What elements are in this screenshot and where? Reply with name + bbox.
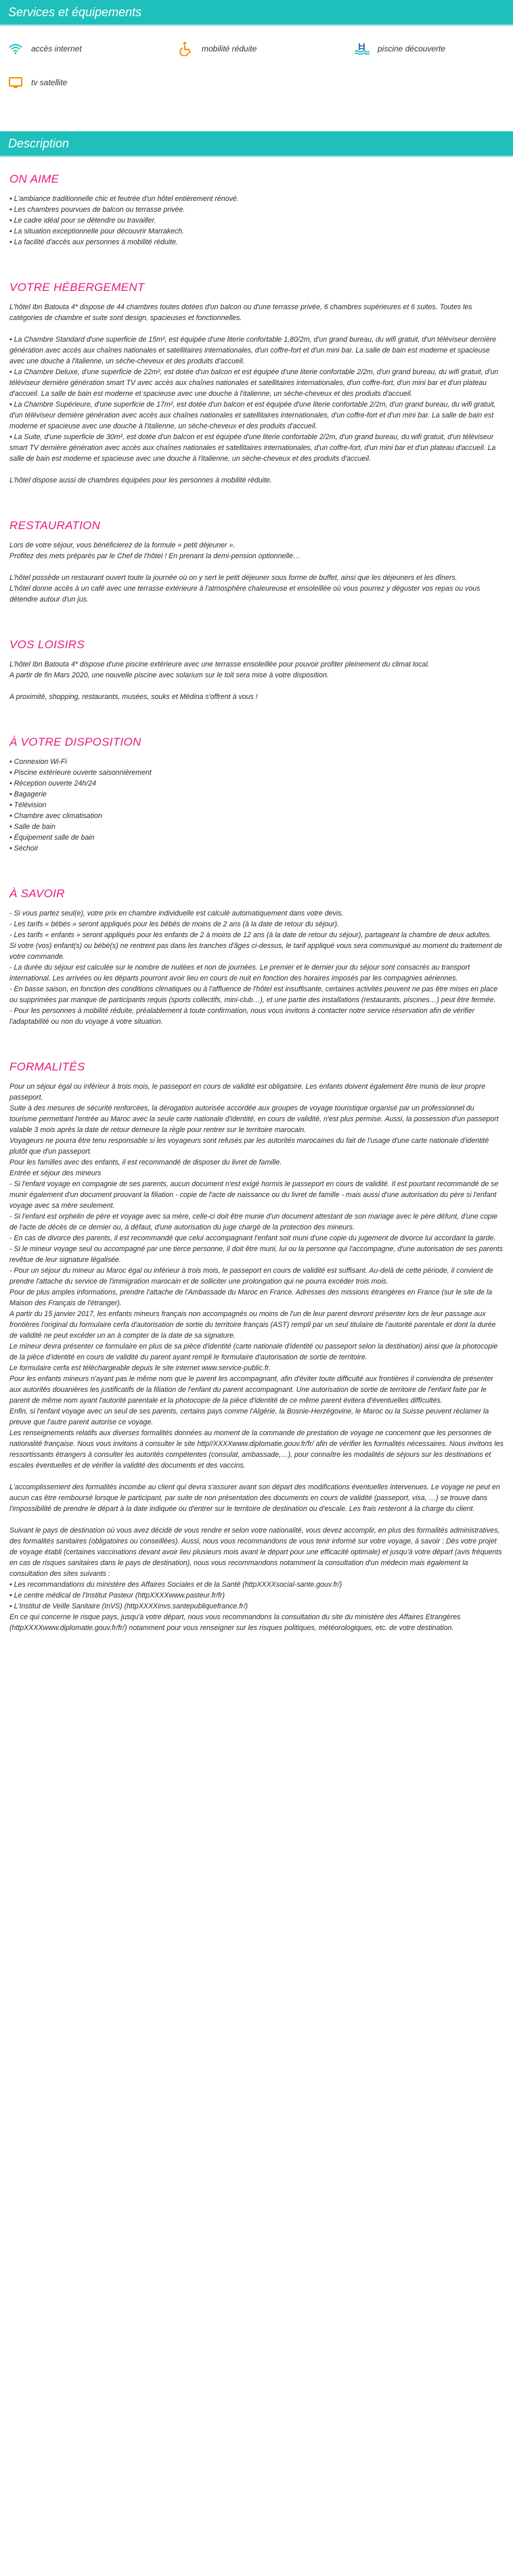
restauration-text: Lors de votre séjour, vous bénéficierez de la formule « petit déjeuner ». <box>9 541 236 549</box>
loisirs-text: L'hôtel Ibn Batouta 4* dispose d'une piscine extérieure avec une terrasse ensoleillée pour pouvoir profiter pleinement du climat local. <box>9 660 430 669</box>
room-suite: • La Suite, d'une superficie de 30m², est dotée d'un balcon et est équipée d'une literie confortable 2/2m, d'un grand bureau, du wifi gratuit, d'un téléviseur smart TV dernière génération avec accès aux chaînes nationales et satellitaires internationales, d'un coffre-fort, d'un mini bar et d'un plateau d'accueil. La salle de bain est moderne et spacieuse avec une douche à l'italienne, un sèche-cheveux et des produits d'accueil. <box>9 433 496 463</box>
section-loisirs <box>9 637 504 702</box>
hebergement-intro: L'hôtel Ibn Batouta 4* dispose de 44 chambres toutes dotées d'un balcon ou d'une terrasse privée, 6 chambres supérieures et 6 suites. Toutes les catégories de chambre et suite sont design, spacieuses et fonctionnelles. <box>9 303 472 322</box>
section-on-aime <box>9 172 504 248</box>
tv-icon <box>8 76 23 89</box>
loisirs-text: A proximité, shopping, restaurants, musées, souks et Médina s'offrent à vous ! <box>9 693 258 701</box>
on-aime-list <box>9 194 504 248</box>
savoir-line: - En basse saison, en fonction des conditions climatiques ou à l'affluence de l'hôtel est insuffisante, certaines activités peuvent ne pas être mises en place ou supprimées par manque de participants requis (sports collectifs, mini-club…), et une partie des installations (restaurants, piscines…) peut être fermée. <box>9 985 498 1004</box>
service-item-internet <box>8 42 179 55</box>
list-item: • Équipement salle de bain <box>9 832 504 843</box>
savoir-line: - Pour les personnes à mobilité réduite, préalablement à toute confirmation, nous vous invitons à contacter notre service réservation afin de vérifier l'adaptabilité ou non du voyage à votre situation. <box>9 1007 475 1026</box>
service-label: accès internet <box>31 44 82 53</box>
list-item: • La facilité d'accès aux personnes à mobilité réduite. <box>9 237 504 248</box>
service-label: tv satellite <box>31 78 68 87</box>
list-item: • Salle de bain <box>9 821 504 832</box>
section-savoir <box>9 886 504 1027</box>
services-panel <box>0 26 513 131</box>
section-title: À SAVOIR <box>9 887 65 900</box>
savoir-line: - Les tarifs « enfants » seront appliqués pour les enfants de 2 à moins de 12 ans (à la date de retour du séjour), partageant la chambre de deux adultes. <box>9 931 491 939</box>
section-title: RESTAURATION <box>9 519 101 532</box>
list-item: • Télévision <box>9 800 504 811</box>
services-title: Services et équipements <box>8 5 142 19</box>
services-header <box>0 0 513 26</box>
restauration-text: L'hôtel donne accès à un café avec une terrasse extérieure à l'atmosphère chaleureuse et ensoleillée où vous pourrez y déguster vos repas ou vous détendre autour d'un jus. <box>9 585 481 604</box>
restauration-text: Profitez des mets préparés par le Chef de l'hôtel ! En prenant la demi-pension optionnelle… <box>9 552 300 560</box>
list-item: • La situation exceptionnelle pour découvrir Marrakech. <box>9 226 504 237</box>
list-item: • Connexion Wi-Fi <box>9 756 504 767</box>
list-item: • L'ambiance traditionnelle chic et feutrée d'un hôtel entièrement rénové. <box>9 194 504 204</box>
pool-icon <box>355 42 370 55</box>
wifi-icon <box>8 42 23 55</box>
list-item: • Séchoir <box>9 843 504 854</box>
hebergement-outro: L'hôtel dispose aussi de chambres équipées pour les personnes à mobilité réduite. <box>9 476 272 484</box>
wheelchair-icon <box>179 42 194 55</box>
room-standard: • La Chambre Standard d'une superficie de 15m², est équipée d'une literie confortable 1,80/2m, d'un grand bureau, du wifi gratuit, d'un téléviseur dernière génération avec accès aux chaînes nationales et satellitaires internationales, d'un coffre-fort et d'un mini bar. La salle de bain est moderne et spacieuse avec une douche à l'italienne, un sèche-cheveux et des produits d'accueil. <box>9 336 497 365</box>
header-underline <box>0 156 513 157</box>
header-underline <box>0 24 513 26</box>
formalites-paragraph: Pour un séjour égal ou inférieur à trois mois, le passeport en cours de validité est obligatoire. Les enfants doivent également être munis de leur propre passeport. Suite à des mesures de sécurité renforcées, la dérogation autorisée accordée aux groupes de voyage touristique organisé par un professionnel du tourisme permettant l'entrée au Maroc avec la seule carte nationale d'identité, en cours de validité, n'est plus permise. Aussi, la possession d'un passeport valable 3 mois après la date de retour demeure la règle pour rentrer sur le territoire marocain. Voyageurs ne pourra être tenu responsable si les voyageurs sont refusés par les autorités marocaines du fait de l'usage d'une carte nationale d'identité plutôt que d'un passeport. Pour les familles avec des enfants, il est recommandé de disposer du livret de famille. Entrée et séjour des mineurs - Si l'enfant voyage en compagnie de ses parents, aucun document n'est exigé hormis le passeport en cours de validité. Il est pourtant recommandé de se munir également d'un document prouvant la filiation - copie de l'acte de naissance ou du livret de famille - mais aussi d'une autorisation du père si l'enfant voyage avec sa mère seulement. - Si l'enfant est orphelin de père et voyage avec sa mère, celle-ci doit être munie d'un document attestant de son mariage avec le père défunt, d'une copie de l'acte de décès de ce dernier ou, à défaut, d'une autorisation du juge chargé de la protection des mineurs. - En cas de divorce des parents, il est recommandé que celui accompagnant l'enfant soit muni d'une copie du jugement de divorce lui accordant la garde. - Si le mineur voyage seul ou accompagné par une tierce personne, il doit être muni, lui ou la personne qui l'accompagne, d'une autorisation de ses parents revêtue de leur signature légalisée. - Pour un séjour du mineur au Maroc égal ou inférieur à trois mois, le passeport en cours de validité est suffisant. Au-delà de cette période, il convient de prendre l'attache du service de l'immigration marocain et de solliciter une prolongation qui ne pourra excéder trois mois. Pour de plus amples informations, prendre l'attache de l'Ambassade du Maroc en France. Adresses des missions étrangères en France (sur le site de la Maison des Français de l'étranger). A partir du 15 janvier 2017, les enfants mineurs français non accompagnés ou moins de l'un de leur parent devront présenter lors de leur passage aux frontières l'original du formulaire cerfa d'autorisation de sortie du territoire français (AST) rempli par un seul titulaire de l'autorité parentale et dont la durée de validité ne peut excéder un an à compter de la date de sa signature. Le mineur devra présenter ce formulaire en plus de sa pièce d'identité (carte nationale d'identité ou passeport selon la destination) ainsi que la photocopie de la pièce d'identité en cours de validité du parent ayant rempli le formulaire d'autorisation de sortie de territoire. Le formulaire cerfa est téléchargeable depuis le site internet www.service-public.fr. Pour les enfants mineurs n'ayant pas le même nom que le parent les accompagnant, afin d'éviter toute difficulté aux frontières il conviendra de présenter aux autorités douanières les justificatifs de la filiation de l'enfant du parent accompagnant. Une autorisation de sortie de territoire de l'enfant faite par le parent de même nom ayant l'autorité parentale et la photocopie de la pièce d'identité de ce même parent évitera d'éventuelles difficultés. Enfin, si l'enfant voyage avec un seul de ses parents, certains pays comme l'Algérie, la Bosnie-Herzégovine, le Maroc ou la Suisse peuvent réclamer la preuve que l'autre parent autorise ce voyage. Les renseignements relatifs aux diverses formalités données au moment de la commande de prestation de voyage ne concernent que les personnes de nationalité française. Nous vous invitons à consulter le site http//XXXXwww.diplomatie.gouv.fr/fr/ afin de vérifier les formalités nécessaires. Nous invitons les ressortissants étrangers à consulter les autorités compétentes (consulat, ambassade,…), pour connaître les modalités de séjours sur les destinations et escales éventuelles et de vérifier la validité des documents et des vaccins. <box>9 1083 504 1470</box>
services-row <box>8 72 505 93</box>
room-deluxe: • La Chambre Deluxe, d'une superficie de 22m², est dotée d'un balcon et est équipée d'une literie confortable 2/2m, d'un grand bureau, du wifi gratuit, d'un téléviseur dernière génération smart TV avec accès aux chaînes nationales et satellitaires internationales, d'un coffre-fort, d'un mini bar et d'un plateau d'accueil. La salle de bain est moderne et spacieuse avec une douche à l'italienne, un sèche-cheveux et des produits d'accueil. <box>9 368 499 398</box>
section-title: ON AIME <box>9 173 60 185</box>
list-item: • Bagagerie <box>9 789 504 800</box>
service-item-pool <box>355 42 445 55</box>
section-title: VOTRE HÉBERGEMENT <box>9 281 145 294</box>
section-title: VOS LOISIRS <box>9 638 85 651</box>
room-superieure: • La Chambre Supérieure, d'une superficie de 17m², est dotée d'un balcon et est équipée d'une literie confortable 2/2m, d'un grand bureau, du wifi gratuit, d'un téléviseur dernière génération avec accès aux chaînes nationales et satellitaires internationales, d'un coffre-fort et d'un mini bar. La salle de bain est moderne et spacieuse avec une douche à l'italienne, un sèche-cheveux et des produits d'accueil. <box>9 401 496 430</box>
section-formalites <box>9 1060 504 1633</box>
disposition-list <box>9 756 504 854</box>
restauration-text: L'hôtel possède un restaurant ouvert toute la journée où on y sert le petit déjeuner sous forme de buffet, ainsi que les déjeuners et les dîners. <box>9 574 458 582</box>
list-item: • Le cadre idéal pour se détendre ou travailler. <box>9 215 504 226</box>
savoir-line: - Les tarifs « bébés » seront appliqués pour les bébés de moins de 2 ans (à la date de retour du séjour). <box>9 920 340 928</box>
description-title: Description <box>8 137 70 150</box>
description-header <box>0 131 513 157</box>
service-item-mobility <box>179 42 355 55</box>
savoir-line: Si votre (vos) enfant(s) ou bébé(s) ne rentrent pas dans les tranches d'âges ci-dessus, le tarif appliqué vous sera communiqué au moment du traitement de votre commande. <box>9 942 503 961</box>
service-label: mobilité réduite <box>202 44 257 53</box>
section-disposition <box>9 735 504 854</box>
savoir-line: - La durée du séjour est calculée sur le nombre de nuitées et non de journées. Le premier et le dernier jour du séjour sont consacrés au transport international. Les arrivées ou les départs pourront avoir lieu en cours de nuit en fonction des horaires imposés par les compagnies aériennes. <box>9 964 470 982</box>
loisirs-text: A partir de fin Mars 2020, une nouvelle piscine avec solarium sur le toit sera mise à votre disposition. <box>9 671 329 679</box>
list-item: • Piscine extérieure ouverte saisonnièrement <box>9 767 504 778</box>
section-title: FORMALITÉS <box>9 1060 85 1073</box>
savoir-line: - Si vous partez seul(e), votre prix en chambre individuelle est calculé automatiquement dans votre devis. <box>9 909 344 918</box>
service-item-tv <box>8 76 67 89</box>
list-item: • Réception ouverte 24h/24 <box>9 778 504 789</box>
list-item: • Chambre avec climatisation <box>9 811 504 821</box>
formalites-paragraph: Suivant le pays de destination où vous avez décidé de vous rendre et selon votre nationalité, vous devez accomplir, en plus des formalités administratives, des formalités sanitaires (obligatoires ou conseillées). Aussi, nous vous recommandons de vous tenir informé sur votre voyage, à savoir : Dès votre projet de voyage établi (certaines vaccinations devant avoir lieu plusieurs mois avant le départ pour une efficacité optimale) et jusqu'à votre départ (avis fréquents en cas de risques sanitaires dans le pays de destination), nous vous recommandons notamment la consultation d'un médecin mais également la consultation des sites suivants : • Les recommandations du ministère des Affaires Sociales et de la Santé (httpXXXXsocial-sante.gouv.fr/) • Le centre médical de l'Institut Pasteur (httpXXXXwww.pasteur.fr/fr) • L'Institut de Veille Sanitaire (InVS) (httpXXXXinvs.santepubliquefrance.fr/) En ce qui concerne le risque pays, jusqu'à votre départ, nous vous recommandons la consultation du site du ministère des Affaires Etrangères (httpXXXXwww.diplomatie.gouv.fr/fr/) notamment pour vous renseigner sur les risques politiques, météorologiques, etc. de votre destination. <box>9 1527 502 1632</box>
description-body <box>0 157 513 1633</box>
services-row <box>8 38 505 60</box>
formalites-paragraph: L'accomplissement des formalités incombe au client qui devra s'assurer avant son départ des modifications éventuelles intervenues. Le voyage ne peut en aucun cas être remboursé lorsque le participant, par suite de non présentation des documents en cours de validité (passeport, visa, …) se trouve dans l'impossibilité de prendre le départ à la date indiquée ou d'entrer sur le territoire de destination ou d'escale. Les frais resteront à la charge du client. <box>9 1483 500 1513</box>
section-hebergement <box>9 280 504 486</box>
section-restauration <box>9 518 504 605</box>
section-title: À VOTRE DISPOSITION <box>9 736 141 748</box>
service-label: piscine découverte <box>378 44 446 53</box>
list-item: • Les chambres pourvues de balcon ou terrasse privée. <box>9 204 504 215</box>
